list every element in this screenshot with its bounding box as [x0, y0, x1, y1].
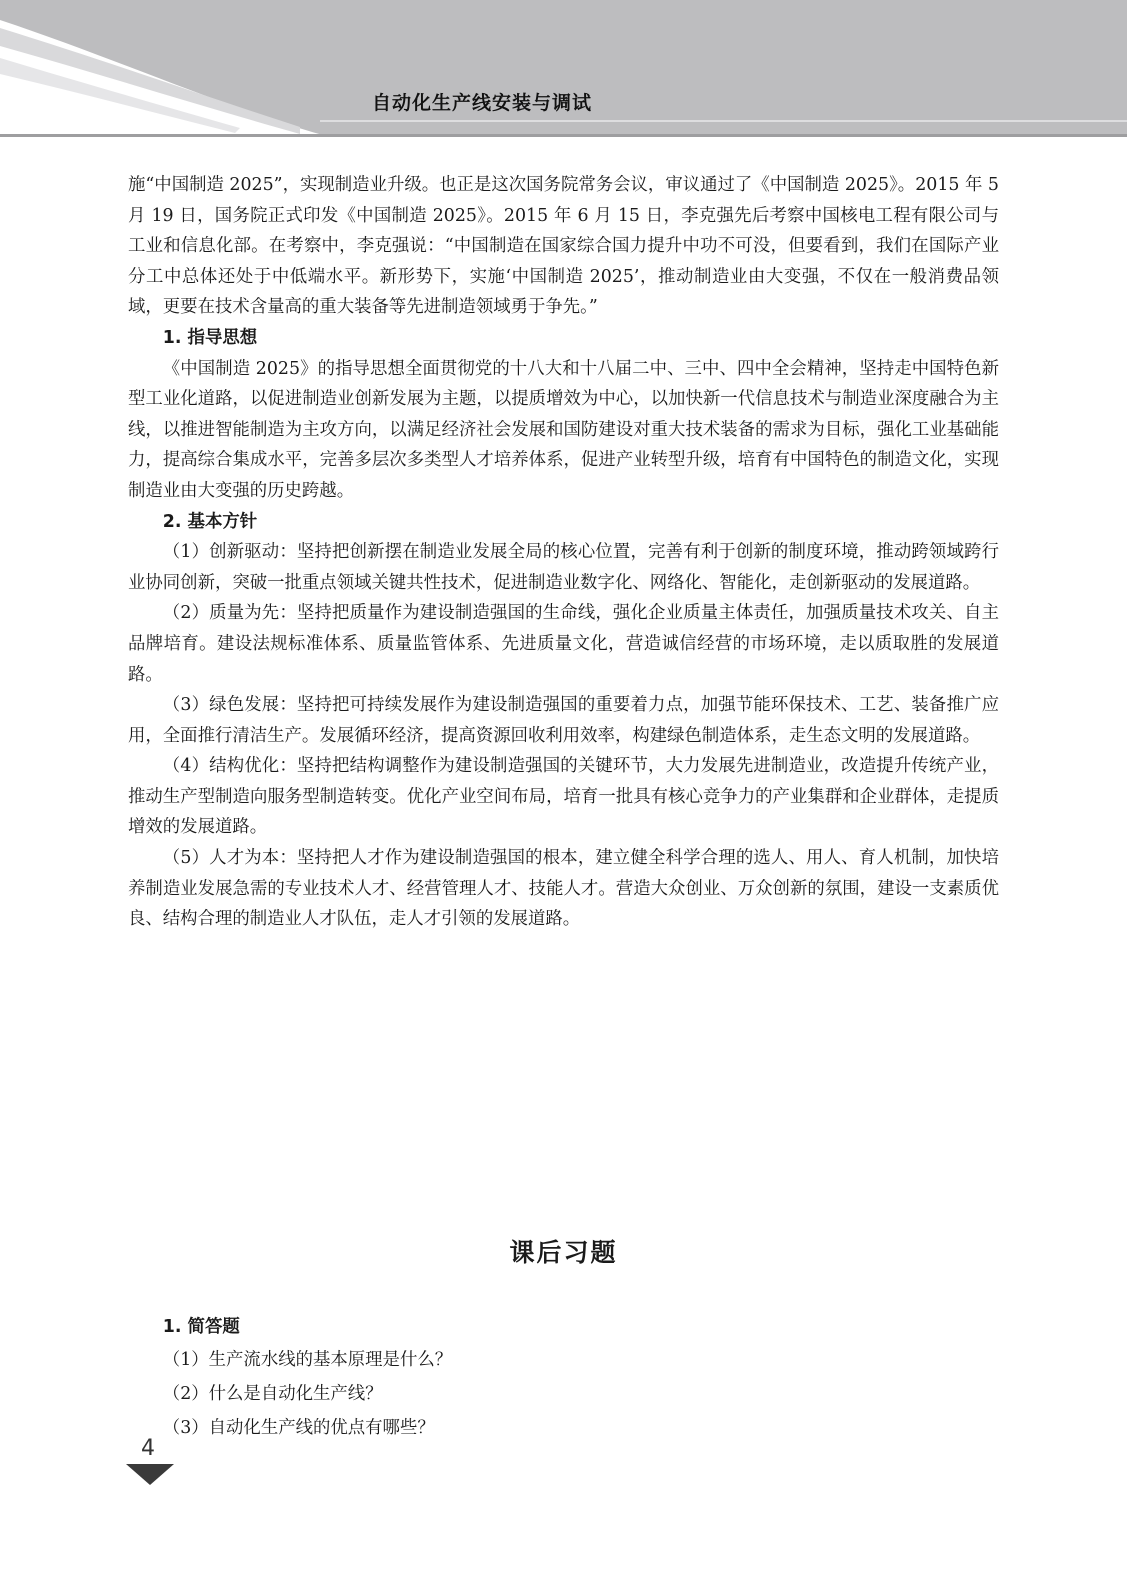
section-heading-guiding-ideology: 1. 指导思想: [162, 327, 258, 348]
header-banner: [0, 0, 1127, 137]
principle-structure-paragraph: （4）结构优化：坚持把结构调整作为建设制造强国的关键环节，大力发展先进制造业，改造提升传统产业，推动生产型制造向服务型制造转变。优化产业空间布局，培育一批具有核心竞争力的产业集群和企业群体，走提质增效的发展道路。: [128, 756, 999, 838]
exercise-item: （3）自动化生产线的优点有哪些？: [162, 1418, 435, 1438]
principle-talent-paragraph: （5）人才为本：坚持把人才作为建设制造强国的根本，建立健全科学合理的选人、用人、育人机制，加快培养制造业发展急需的专业技术人才、经营管理人才、技能人才。营造大众创业、万众创新的氛围，建设一支素质优良、结构合理的制造业人才队伍，走人才引领的发展道路。: [128, 848, 999, 930]
exercises-title: 课后习题: [509, 1238, 618, 1267]
running-header-title: 自动化生产线安装与调试: [372, 92, 593, 114]
principle-innovation-paragraph: （1）创新驱动：坚持把创新摆在制造业发展全局的核心位置，完善有利于创新的制度环境，推动跨领域跨行业协同创新，突破一批重点领域关键共性技术，促进制造业数字化、网络化、智能化，走创新驱动的发展道路。: [128, 542, 999, 593]
exercises-subheading: 1. 简答题: [162, 1317, 240, 1337]
page-marker-triangle-icon: [126, 1464, 174, 1486]
exercises-list: [128, 1311, 999, 1445]
section-heading-basic-principles: 2. 基本方针: [162, 511, 258, 532]
principle-quality-paragraph: （2）质量为先：坚持把质量作为建设制造强国的生命线，强化企业质量主体责任，加强质量技术攻关、自主品牌培育。建设法规标准体系、质量监管体系、先进质量文化，营造诚信经营的市场环境，走以质取胜的发展道路。: [128, 603, 999, 685]
exercise-item: （2）什么是自动化生产线？: [162, 1384, 383, 1404]
intro-paragraph: 施“中国制造 2025”，实现制造业升级。也正是这次国务院常务会议，审议通过了《中国制造 2025》。2015 年 5 月 19 日，国务院正式印发《中国制造 2025》。2015 年 6 月 15 日，李克强先后考察中国核电工程有限公司与工业和信息化部。在考察中，李克强说：“中国制造在国家综合国力提升中功不可没，但要看到，我们在国际产业分工中总体还处于中低端水平。新形势下，实施‘中国制造 2025’，推动制造业由大变强，不仅在一般消费品领域，更要在技术含量高的重大装备等先进制造领域勇于争先。”: [128, 175, 999, 318]
page-number: 4: [141, 1436, 155, 1461]
guiding-ideology-paragraph: 《中国制造 2025》的指导思想全面贯彻党的十八大和十八届二中、三中、四中全会精神，坚持走中国特色新型工业化道路，以促进制造业创新发展为主题，以提质增效为中心，以加快新一代信息技术与制造业深度融合为主线，以推进智能制造为主攻方向，以满足经济社会发展和国防建设对重大技术装备的需求为目标，强化工业基础能力，提高综合集成水平，完善多层次多类型人才培养体系，促进产业转型升级，培育有中国特色的制造文化，实现制造业由大变强的历史跨越。: [128, 358, 999, 501]
main-text: [128, 170, 999, 935]
exercise-item: （1）生产流水线的基本原理是什么？: [162, 1350, 453, 1370]
principle-green-paragraph: （3）绿色发展：坚持把可持续发展作为建设制造强国的重要着力点，加强节能环保技术、工艺、装备推广应用，全面推行清洁生产。发展循环经济，提高资源回收利用效率，构建绿色制造体系，走生态文明的发展道路。: [128, 695, 999, 746]
